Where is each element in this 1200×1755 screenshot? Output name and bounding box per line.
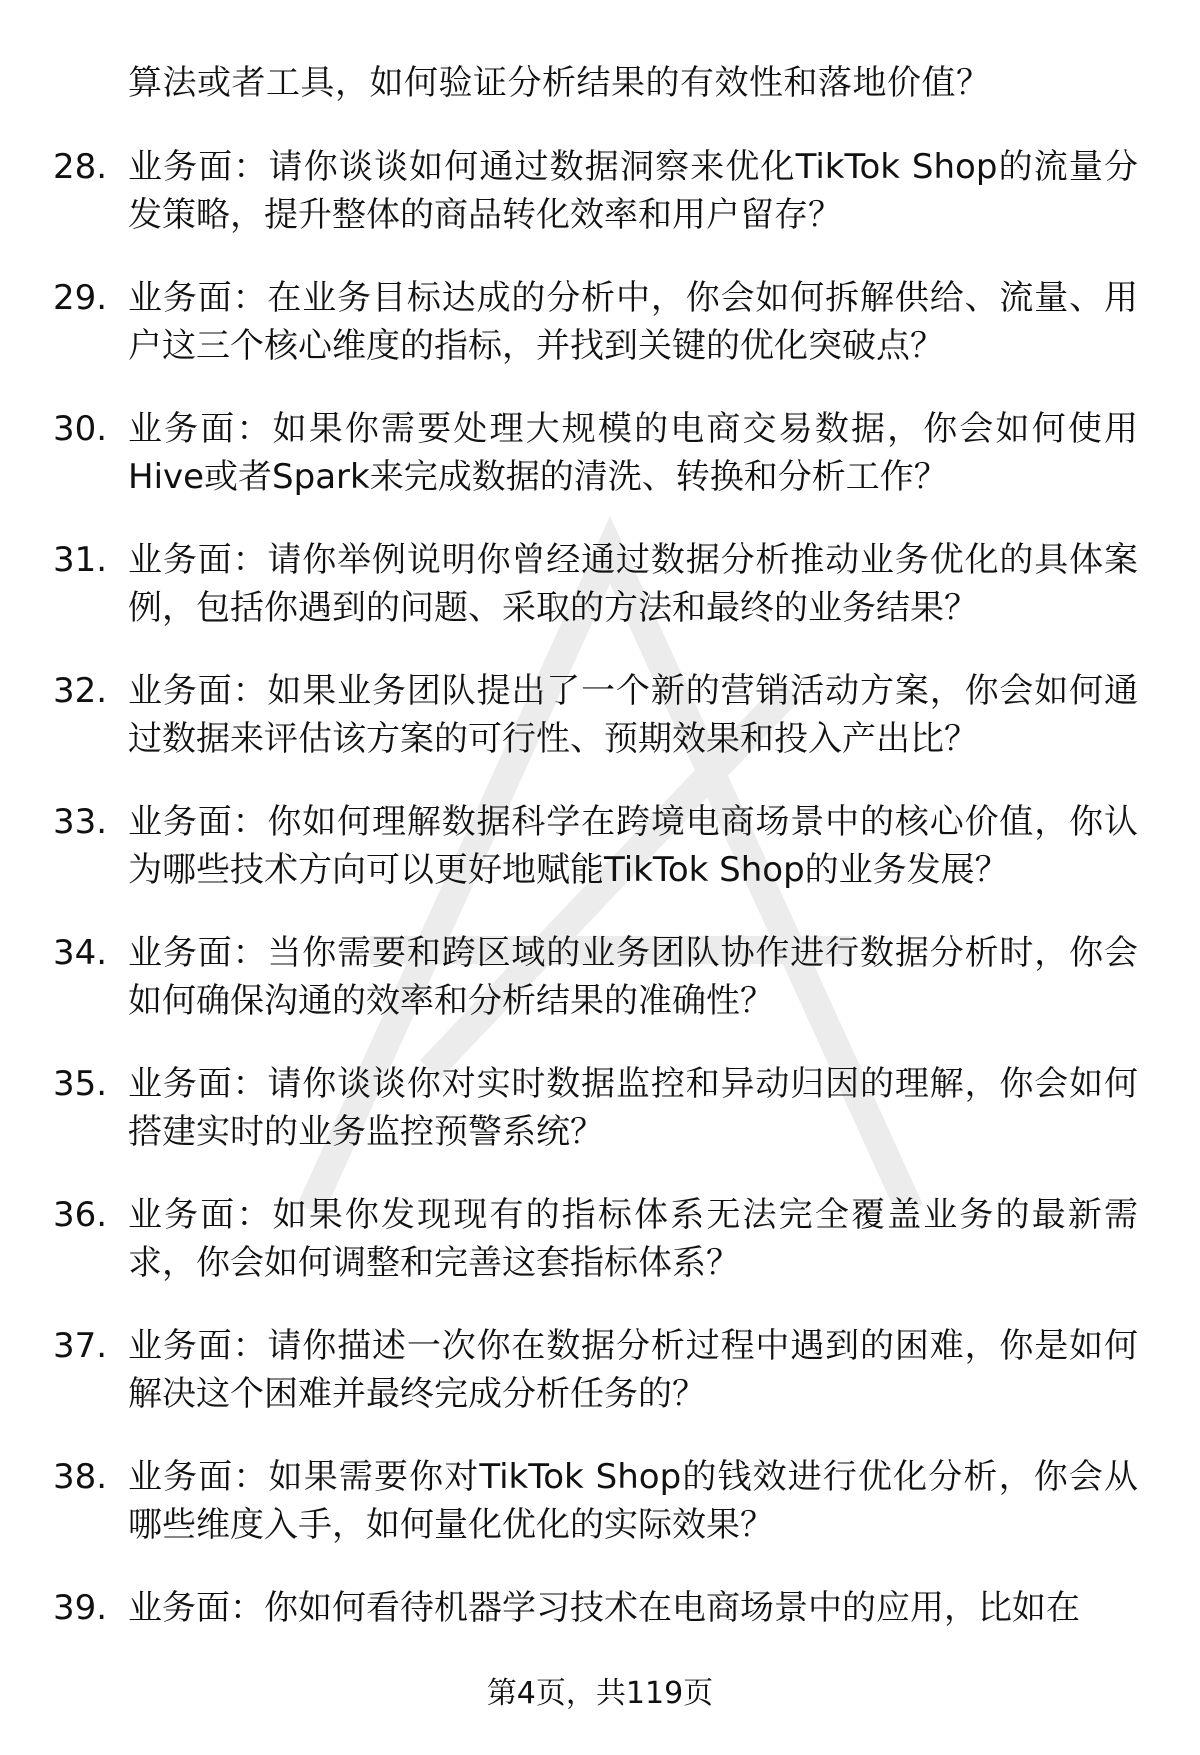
question-text: 业务面：请你描述一次你在数据分析过程中遇到的困难，你是如何解决这个困难并最终完成分析任务的？	[128, 1326, 1138, 1414]
question-number: 30.	[53, 409, 108, 449]
question-number: 39.	[53, 1588, 108, 1628]
question-text: 业务面：如果业务团队提出了一个新的营销活动方案，你会如何通过数据来评估该方案的可行性、预期效果和投入产出比？	[128, 671, 1138, 759]
question-number: 38.	[53, 1457, 108, 1497]
question-text: 业务面：如果你发现现有的指标体系无法完全覆盖业务的最新需求，你会如何调整和完善这套指标体系？	[128, 1195, 1138, 1283]
question-number: 37.	[53, 1326, 108, 1366]
question-text: 业务面：如果你需要处理大规模的电商交易数据，你会如何使用Hive或者Spark来完成数据的清洗、转换和分析工作？	[128, 409, 1138, 497]
question-number: 31.	[53, 540, 108, 580]
question-number: 28.	[53, 147, 108, 187]
question-number: 29.	[53, 278, 108, 318]
question-number: 33.	[53, 802, 108, 842]
question-text: 业务面：在业务目标达成的分析中，你会如何拆解供给、流量、用户这三个核心维度的指标，并找到关键的优化突破点？	[128, 278, 1138, 366]
question-text: 业务面：你如何理解数据科学在跨境电商场景中的核心价值，你认为哪些技术方向可以更好地赋能TikTok Shop的业务发展？	[128, 802, 1138, 890]
question-number: 32.	[53, 671, 108, 711]
question-number: 35.	[53, 1064, 108, 1104]
continuation-text: 算法或者工具，如何验证分析结果的有效性和落地价值？	[128, 63, 991, 103]
question-text: 业务面：请你谈谈如何通过数据洞察来优化TikTok Shop的流量分发策略，提升整体的商品转化效率和用户留存？	[128, 147, 1138, 235]
question-text: 业务面：如果需要你对TikTok Shop的钱效进行优化分析，你会从哪些维度入手，如何量化优化的实际效果？	[128, 1457, 1138, 1545]
question-number: 36.	[53, 1195, 108, 1235]
question-text: 业务面：你如何看待机器学习技术在电商场景中的应用，比如在	[128, 1588, 1080, 1628]
question-number: 34.	[53, 933, 108, 973]
question-text: 业务面：当你需要和跨区域的业务团队协作进行数据分析时，你会如何确保沟通的效率和分析结果的准确性？	[128, 933, 1138, 1021]
question-text: 业务面：请你举例说明你曾经通过数据分析推动业务优化的具体案例，包括你遇到的问题、采取的方法和最终的业务结果？	[128, 540, 1138, 628]
question-text: 业务面：请你谈谈你对实时数据监控和异动归因的理解，你会如何搭建实时的业务监控预警系统？	[128, 1064, 1138, 1152]
page-footer: 第4页，共119页	[486, 1676, 714, 1711]
